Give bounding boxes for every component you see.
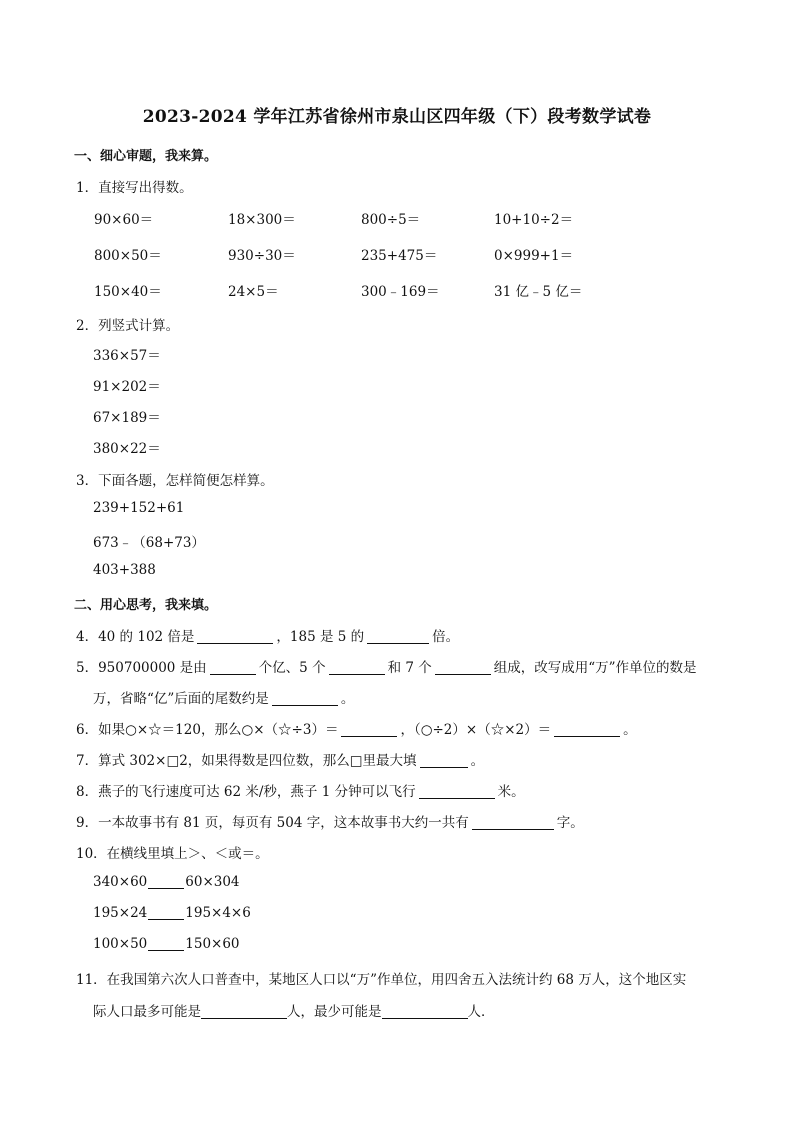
- q1-cell: 150×40＝: [94, 284, 162, 300]
- q5-text: 个亿、5 个: [258, 660, 326, 676]
- q10-row: [93, 874, 240, 890]
- q1-cell: 235+475＝: [361, 248, 438, 264]
- q2-item: 91×202＝: [93, 379, 161, 395]
- q3-item: 673﹣（68+73）: [93, 535, 205, 551]
- q6: [76, 718, 637, 738]
- exam-title: 2023-2024 学年江苏省徐州市泉山区四年级（下）段考数学试卷: [142, 107, 652, 127]
- q11-line-1: 11．在我国第六次人口普查中，某地区人口以“万”作单位，用四舍五入法统计约 68 万人，这个地区实: [76, 972, 687, 988]
- q10-left: 100×50: [93, 936, 148, 952]
- q11-text: 际人口最多可能是: [93, 1004, 201, 1020]
- q3-item: 403+388: [93, 562, 156, 578]
- answer-blank[interactable]: [419, 784, 495, 799]
- answer-blank[interactable]: [148, 936, 184, 951]
- answer-blank[interactable]: [554, 722, 620, 737]
- q1-cell: 930÷30＝: [228, 248, 296, 264]
- q1-stem: 1．直接写出得数。: [76, 180, 193, 196]
- q5-text: 组成，改写成用“万”作单位的数是: [493, 660, 697, 676]
- q4-text: 4．40 的 102 倍是: [76, 629, 195, 645]
- q5-text: 和 7 个: [387, 660, 432, 676]
- answer-blank[interactable]: [420, 753, 468, 768]
- answer-blank[interactable]: [272, 691, 338, 706]
- q5-line-2: [93, 687, 354, 707]
- q7-text: 7．算式 302×□2，如果得数是四位数，那么□里最大填: [76, 753, 417, 769]
- answer-blank[interactable]: [382, 1004, 468, 1019]
- q4-text: 倍。: [432, 629, 460, 645]
- q5-line-1: [76, 656, 697, 676]
- q2-item: 380×22＝: [93, 441, 161, 457]
- answer-blank[interactable]: [472, 815, 554, 830]
- q11-text: 人．: [467, 1004, 495, 1020]
- q7: [76, 749, 484, 769]
- answer-blank[interactable]: [329, 660, 385, 675]
- q1-cell: 800÷5＝: [361, 212, 421, 228]
- q6-text: 6．如果○×☆＝120，那么○×（☆÷3）＝: [76, 722, 339, 738]
- q8: [76, 780, 525, 800]
- q2-item: 67×189＝: [93, 410, 161, 426]
- q11-text: 人，最少可能是: [287, 1004, 382, 1020]
- q1-cell: 31 亿﹣5 亿＝: [494, 284, 583, 300]
- section-2-heading: 二、用心思考，我来填。: [74, 598, 218, 613]
- q6-text: ，（○÷2）×（☆×2）＝: [400, 722, 552, 738]
- section-1-heading: 一、细心审题，我来算。: [74, 149, 218, 164]
- answer-blank[interactable]: [148, 874, 184, 889]
- q1-cell: 10+10÷2＝: [494, 212, 574, 228]
- q1-cell: 300﹣169＝: [361, 284, 440, 300]
- q9-text: 字。: [556, 815, 584, 831]
- q1-cell: 90×60＝: [94, 212, 154, 228]
- q4-text: ，185 是 5 的: [276, 629, 365, 645]
- q1-cell: 18×300＝: [228, 212, 296, 228]
- q2-item: 336×57＝: [93, 348, 161, 364]
- q8-text: 米。: [497, 784, 525, 800]
- answer-blank[interactable]: [197, 629, 273, 644]
- q5-text: 。: [340, 691, 355, 707]
- answer-blank[interactable]: [435, 660, 491, 675]
- q7-text: 。: [470, 753, 485, 769]
- answer-blank[interactable]: [367, 629, 429, 644]
- answer-blank[interactable]: [210, 660, 256, 675]
- q5-text: 5．950700000 是由: [76, 660, 207, 676]
- q1-cell: 800×50＝: [94, 248, 162, 264]
- q9: [76, 811, 584, 831]
- q4: [76, 625, 459, 645]
- q10-stem: 10．在横线里填上＞、＜或＝。: [76, 846, 269, 862]
- q2-stem: 2．列竖式计算。: [76, 318, 180, 334]
- q10-right: 195×4×6: [185, 905, 251, 921]
- answer-blank[interactable]: [148, 905, 184, 920]
- q11-line-2: [93, 1000, 495, 1020]
- q10-row: [93, 936, 240, 952]
- answer-blank[interactable]: [201, 1004, 287, 1019]
- q10-row: [93, 905, 251, 921]
- q8-text: 8．燕子的飞行速度可达 62 米/秒，燕子 1 分钟可以飞行: [76, 784, 416, 800]
- answer-blank[interactable]: [341, 722, 397, 737]
- q10-right: 60×304: [185, 874, 240, 890]
- q9-text: 9．一本故事书有 81 页，每页有 504 字，这本故事书大约一共有: [76, 815, 469, 831]
- q5-text: 万，省略“亿”后面的尾数约是: [93, 691, 269, 707]
- q1-cell: 0×999+1＝: [494, 248, 574, 264]
- q3-stem: 3．下面各题，怎样简便怎样算。: [76, 473, 274, 489]
- q10-left: 340×60: [93, 874, 148, 890]
- q6-text: 。: [623, 722, 637, 738]
- q3-item: 239+152+61: [93, 500, 185, 516]
- q10-left: 195×24: [93, 905, 148, 921]
- q10-right: 150×60: [185, 936, 240, 952]
- q1-cell: 24×5＝: [228, 284, 279, 300]
